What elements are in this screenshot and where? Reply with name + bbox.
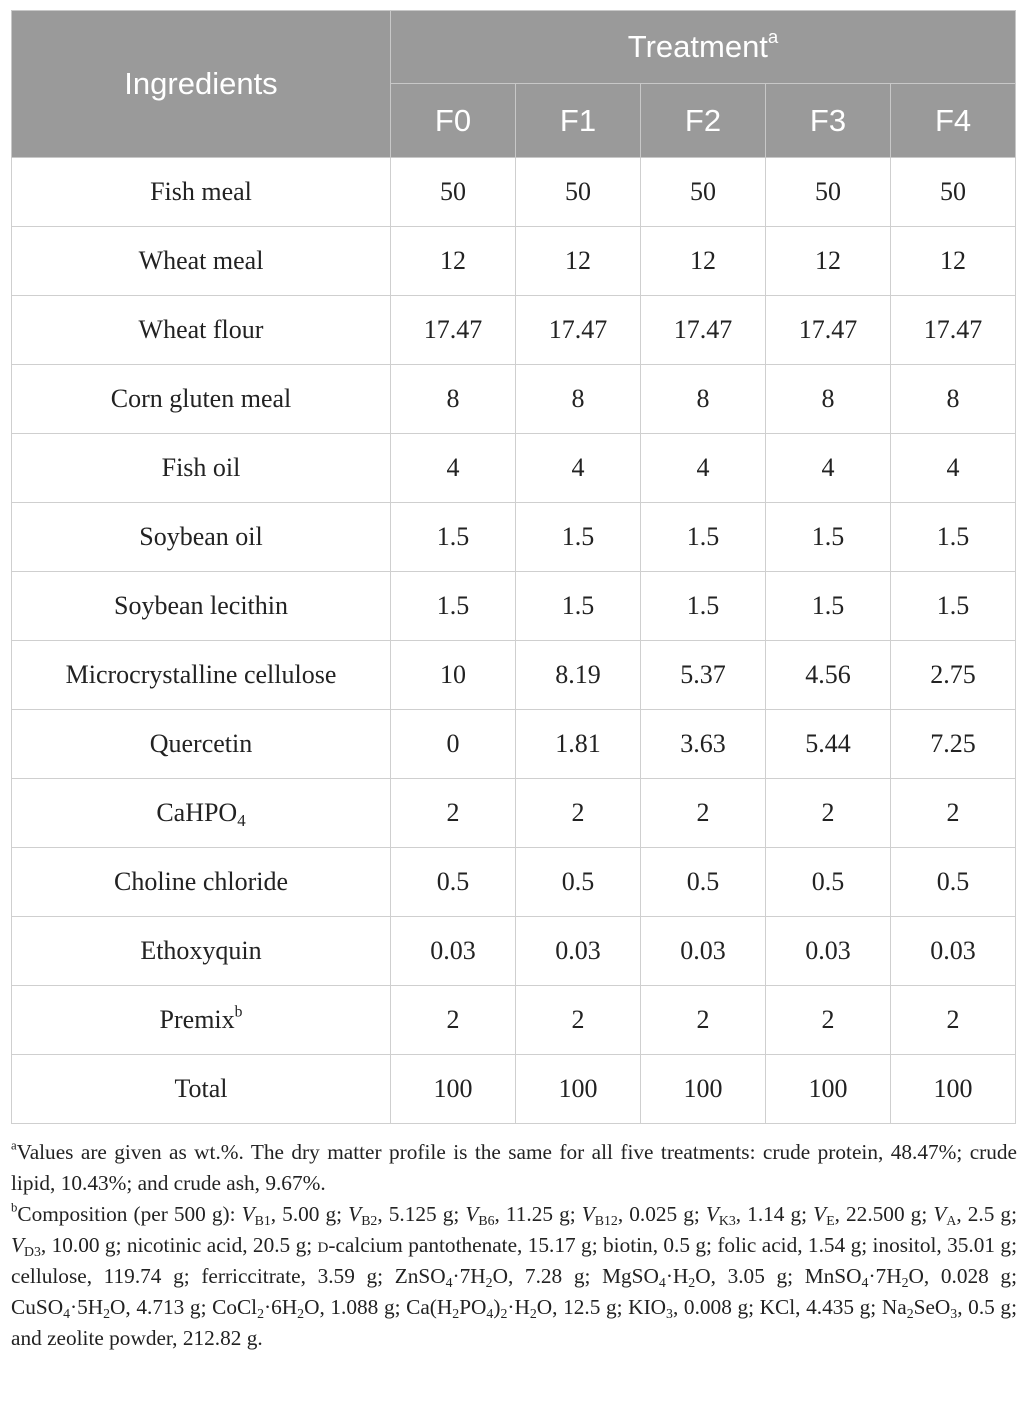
table-container [11, 10, 1015, 1124]
value-cell-f4: 100 [891, 1055, 1016, 1124]
table-row [12, 158, 1016, 227]
value-cell-f1: 17.47 [516, 296, 641, 365]
ingredient-name: Total [12, 1055, 391, 1124]
value-cell-f1: 8 [516, 365, 641, 434]
table-row [12, 641, 1016, 710]
value-cell-f2: 0.03 [641, 917, 766, 986]
column-header-f0: F0 [391, 84, 516, 158]
value-cell-f4: 8 [891, 365, 1016, 434]
value-cell-f1: 100 [516, 1055, 641, 1124]
value-cell-f0: 50 [391, 158, 516, 227]
value-cell-f3: 5.44 [766, 710, 891, 779]
value-cell-f0: 2 [391, 986, 516, 1055]
value-cell-f0: 8 [391, 365, 516, 434]
value-cell-f1: 4 [516, 434, 641, 503]
value-cell-f2: 8 [641, 365, 766, 434]
table-row [12, 572, 1016, 641]
table-row [12, 503, 1016, 572]
value-cell-f4: 12 [891, 227, 1016, 296]
value-cell-f0: 0.03 [391, 917, 516, 986]
footnote-a: $^a$Values are given as wt.%. The dry matter profile is the same for all five treatments: crude protein, 48.47%; crude lipid, 10.43%; and crude ash, 9.67%. [11, 1138, 1017, 1195]
value-cell-f2: 100 [641, 1055, 766, 1124]
value-cell-f4: 2 [891, 986, 1016, 1055]
value-cell-f2: 17.47 [641, 296, 766, 365]
column-header-f3: F3 [766, 84, 891, 158]
value-cell-f3: 1.5 [766, 503, 891, 572]
value-cell-f3: 8 [766, 365, 891, 434]
value-cell-f3: 0.03 [766, 917, 891, 986]
treatment-column-header: Treatment$^a$ [391, 11, 1016, 84]
ingredient-name: Wheat flour [12, 296, 391, 365]
value-cell-f2: 50 [641, 158, 766, 227]
value-cell-f1: 0.03 [516, 917, 641, 986]
ingredient-name: Soybean oil [12, 503, 391, 572]
table-row [12, 296, 1016, 365]
value-cell-f1: 1.5 [516, 503, 641, 572]
column-header-f2: F2 [641, 84, 766, 158]
value-cell-f0: 2 [391, 779, 516, 848]
value-cell-f0: 4 [391, 434, 516, 503]
value-cell-f3: 0.5 [766, 848, 891, 917]
column-header-f1: F1 [516, 84, 641, 158]
table-row [12, 227, 1016, 296]
ingredient-name: Choline chloride [12, 848, 391, 917]
value-cell-f1: 8.19 [516, 641, 641, 710]
value-cell-f2: 3.63 [641, 710, 766, 779]
footnote-b: $^b$Composition (per 500 g): $V_{B1}$, 5.00 g; $V_{B2}$, 5.125 g; $V_{B6}$, 11.25 g; $V_{B12}$, 0.025 g; $V_{K3}$, 1.14 g; $V_E$, 22.500 g; $V_A$, 2.5 g; $V_{D3}$, 10.00 g; nicotinic acid, 20.5 g; d-calcium pantothenate, 15.17 g; biotin, 0.5 g; folic acid, 1.54 g; inositol, 35.01 g; cellulose, 119.74 g; ferriccitrate, 3.59 g; $ZnSO_4\cdot 7H_2O$, 7.28 g; $MgSO_4\cdot H_2O$, 3.05 g; $MnSO_4\cdot 7H_2O$, 0.028 g; $CuSO_4\cdot 5H_2O$, 4.713 g; $CoCl_2\cdot 6H_2O$, 1.088 g; $Ca(H_2PO_4)_2\cdot H_2O$, 12.5 g; $KIO_3$, 0.008 g; KCl, 4.435 g; $Na_2SeO_3$, 0.5 g; and zeolite powder, 212.82 g. [11, 1200, 1017, 1350]
value-cell-f3: 17.47 [766, 296, 891, 365]
value-cell-f2: 2 [641, 779, 766, 848]
value-cell-f4: 17.47 [891, 296, 1016, 365]
value-cell-f3: 4.56 [766, 641, 891, 710]
value-cell-f2: 0.5 [641, 848, 766, 917]
value-cell-f0: 17.47 [391, 296, 516, 365]
value-cell-f4: 1.5 [891, 572, 1016, 641]
value-cell-f2: 2 [641, 986, 766, 1055]
column-header-f4: F4 [891, 84, 1016, 158]
ingredient-name: Premix$^b$ [12, 986, 391, 1055]
value-cell-f1: 12 [516, 227, 641, 296]
ingredient-name: Ethoxyquin [12, 917, 391, 986]
table-row [12, 779, 1016, 848]
value-cell-f0: 1.5 [391, 503, 516, 572]
ingredient-name: Fish oil [12, 434, 391, 503]
ingredient-name: Fish meal [12, 158, 391, 227]
table-row [12, 434, 1016, 503]
value-cell-f4: 0.5 [891, 848, 1016, 917]
value-cell-f2: 12 [641, 227, 766, 296]
value-cell-f3: 50 [766, 158, 891, 227]
value-cell-f3: 12 [766, 227, 891, 296]
table-header [12, 11, 1016, 158]
table-row [12, 365, 1016, 434]
value-cell-f2: 5.37 [641, 641, 766, 710]
value-cell-f1: 50 [516, 158, 641, 227]
value-cell-f3: 2 [766, 779, 891, 848]
table-row [12, 848, 1016, 917]
value-cell-f0: 0.5 [391, 848, 516, 917]
value-cell-f0: 1.5 [391, 572, 516, 641]
value-cell-f1: 2 [516, 986, 641, 1055]
value-cell-f1: 2 [516, 779, 641, 848]
table-row [12, 1055, 1016, 1124]
value-cell-f0: 0 [391, 710, 516, 779]
value-cell-f2: 4 [641, 434, 766, 503]
value-cell-f4: 1.5 [891, 503, 1016, 572]
ingredients-column-header: Ingredients [12, 11, 391, 158]
ingredient-name: Quercetin [12, 710, 391, 779]
ingredient-name: CaHPO$_4$ [12, 779, 391, 848]
value-cell-f4: 0.03 [891, 917, 1016, 986]
ingredient-name: Wheat meal [12, 227, 391, 296]
ingredients-table [11, 10, 1016, 1124]
value-cell-f4: 2 [891, 779, 1016, 848]
value-cell-f0: 10 [391, 641, 516, 710]
value-cell-f0: 100 [391, 1055, 516, 1124]
value-cell-f1: 1.5 [516, 572, 641, 641]
value-cell-f2: 1.5 [641, 572, 766, 641]
table-footnotes [11, 1137, 1017, 1354]
value-cell-f0: 12 [391, 227, 516, 296]
ingredient-name: Soybean lecithin [12, 572, 391, 641]
value-cell-f4: 2.75 [891, 641, 1016, 710]
value-cell-f3: 100 [766, 1055, 891, 1124]
value-cell-f1: 1.81 [516, 710, 641, 779]
value-cell-f4: 4 [891, 434, 1016, 503]
table-row [12, 710, 1016, 779]
value-cell-f3: 4 [766, 434, 891, 503]
ingredient-name: Corn gluten meal [12, 365, 391, 434]
table-body [12, 158, 1016, 1124]
table-row [12, 917, 1016, 986]
ingredient-name: Microcrystalline cellulose [12, 641, 391, 710]
value-cell-f3: 1.5 [766, 572, 891, 641]
footnote-mark-a: a [767, 26, 779, 48]
value-cell-f4: 7.25 [891, 710, 1016, 779]
value-cell-f1: 0.5 [516, 848, 641, 917]
value-cell-f4: 50 [891, 158, 1016, 227]
table-row [12, 986, 1016, 1055]
value-cell-f3: 2 [766, 986, 891, 1055]
value-cell-f2: 1.5 [641, 503, 766, 572]
